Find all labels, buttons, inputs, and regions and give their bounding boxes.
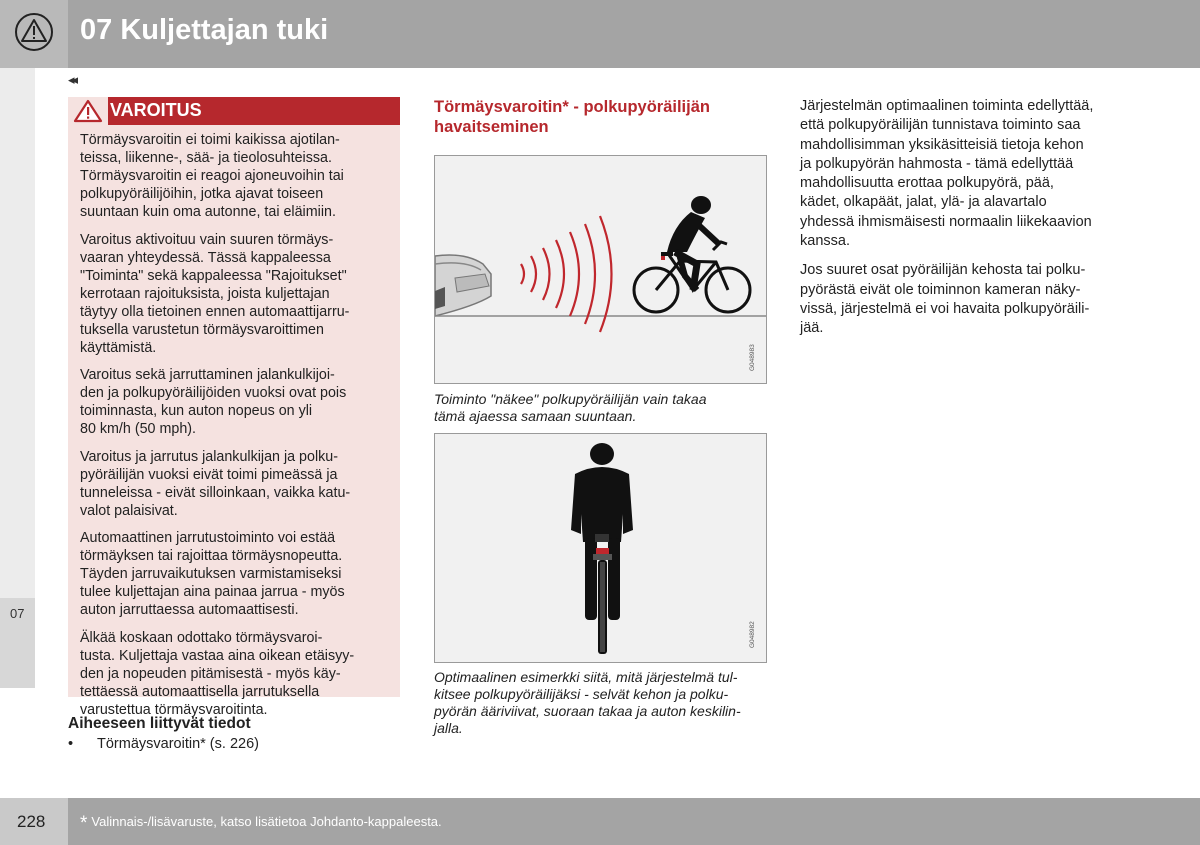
figure-code: G048982 bbox=[749, 621, 756, 648]
figure-cyclist-side bbox=[434, 155, 767, 384]
warning-title: VAROITUS bbox=[110, 100, 202, 120]
section-title: Törmäysvaroitin* - polkupyöräilijän havaitseminen bbox=[434, 98, 710, 136]
side-strip bbox=[0, 68, 35, 688]
body-paragraph: Järjestelmän optimaalinen toiminta edellyttää, että polkupyöräilijän tunnistava toiminto saa mahdollisimman yksikäsitteisiä tietoja kehon ja polkupyörän hahmosta - tämä edellyttää mahdollisuutta erottaa polkupyörä, pää, kädet, olkapäät, jalat, ylä- ja alavartalo yhdessä ihmismäisesti normaalin liikekaavion kanssa. bbox=[800, 98, 1094, 250]
cyclist-rear-icon bbox=[571, 443, 633, 654]
related-info-title: Aiheeseen liittyvät tiedot bbox=[68, 715, 251, 732]
warning-paragraph: Automaattinen jarrutustoiminto voi estää törmäyksen tai rajoittaa törmäysnopeutta. Täyden jarruvaikutuksen varmistamiseksi tulee kuljettajan aina painaa jarrua - myös auton jarruttaessa automaattisesti. bbox=[80, 530, 345, 618]
warning-triangle-icon bbox=[14, 12, 54, 52]
body-paragraph: Jos suuret osat pyöräilijän kehosta tai polku- pyörästä eivät ole toiminnon kameran näky- vissä, järjestelmä ei voi havaita polkupyöräili- jää. bbox=[800, 262, 1090, 337]
warning-icon-area bbox=[68, 97, 108, 125]
warning-paragraph: Älkää koskaan odottako törmäysvaroi- tusta. Kuljettaja vastaa aina oikean etäisyy- den ja nopeuden pitämisestä - myös käy- tettäessä automaattisella jarrutuksella varustettua törmäysvaroitinta. bbox=[80, 629, 355, 718]
footnote-star: * bbox=[80, 813, 88, 834]
page-number: 228 bbox=[17, 812, 46, 831]
warning-header bbox=[68, 97, 400, 125]
bullet: • bbox=[68, 736, 74, 752]
header-icon-tab bbox=[0, 0, 68, 68]
footnote bbox=[80, 813, 442, 835]
figure-caption: Optimaalinen esimerkki siitä, mitä järjestelmä tul- kitsee polkupyöräilijäksi - selvät kehon ja polku- pyörän ääriviivat, suoraan takaa ja auton keskilin- jalla. bbox=[434, 669, 741, 736]
figure-caption: Toiminto "näkee" polkupyöräilijän vain takaa tämä ajaessa samaan suuntaan. bbox=[434, 391, 707, 424]
car-front-icon bbox=[435, 255, 491, 316]
chapter-title: 07 Kuljettajan tuki bbox=[80, 14, 329, 46]
figure-cyclist-rear bbox=[434, 433, 767, 663]
body-text-right bbox=[800, 97, 1145, 349]
cyclist-side-icon bbox=[634, 196, 750, 312]
warning-box bbox=[68, 97, 400, 718]
cyclist-side-illustration bbox=[435, 156, 766, 383]
back-link-icon[interactable]: ◂◂ bbox=[68, 72, 76, 87]
related-link[interactable] bbox=[68, 736, 259, 752]
related-link-text[interactable]: Törmäysvaroitin* (s. 226) bbox=[97, 736, 259, 752]
warning-paragraph: Varoitus ja jarrutus jalankulkijan ja polku- pyöräilijän vuoksi eivät toimi pimeässä ja tunneleissa - eivät silloinkaan, vaikka katu- valot palaisivat. bbox=[80, 448, 351, 519]
warning-paragraph: Törmäysvaroitin ei toimi kaikissa ajotilan- teissa, liikenne-, sää- ja tieolosuhteissa. Törmäysvaroitin ei reagoi ajoneuvoihin tai polkupyöräilijöihin, jotka ajavat toiseen suuntaan kuin oma autonne, tai eläimiin. bbox=[80, 132, 344, 220]
warning-paragraph: Varoitus sekä jarruttaminen jalankulkijoi- den ja polkupyöräilijöiden vuoksi ovat pois toiminnasta, kun auton nopeus on yli 80 km/h (50 mph). bbox=[80, 367, 347, 437]
warning-paragraph: Varoitus aktivoituu vain suuren törmäys- vaaran yhteydessä. Tässä kappaleessa "Toiminta" sekä kappaleessa "Rajoitukset" kerrotaan rajoituksista, joista kuljettajan täytyy olla tietoinen ennen automaattijarru- tuksella varustetun törmäysvaroittimen käyttämistä. bbox=[80, 231, 350, 356]
warning-body bbox=[80, 131, 392, 728]
warning-triangle-icon bbox=[73, 99, 103, 123]
radar-waves-icon bbox=[521, 216, 612, 332]
chapter-tab-label: 07 bbox=[10, 606, 25, 621]
figure-code: G048983 bbox=[749, 344, 756, 371]
cyclist-rear-illustration bbox=[435, 434, 766, 662]
footnote-text: Valinnais-/lisävaruste, katso lisätietoa Johdanto-kappaleesta. bbox=[91, 814, 442, 829]
chapter-tab[interactable] bbox=[0, 598, 35, 688]
